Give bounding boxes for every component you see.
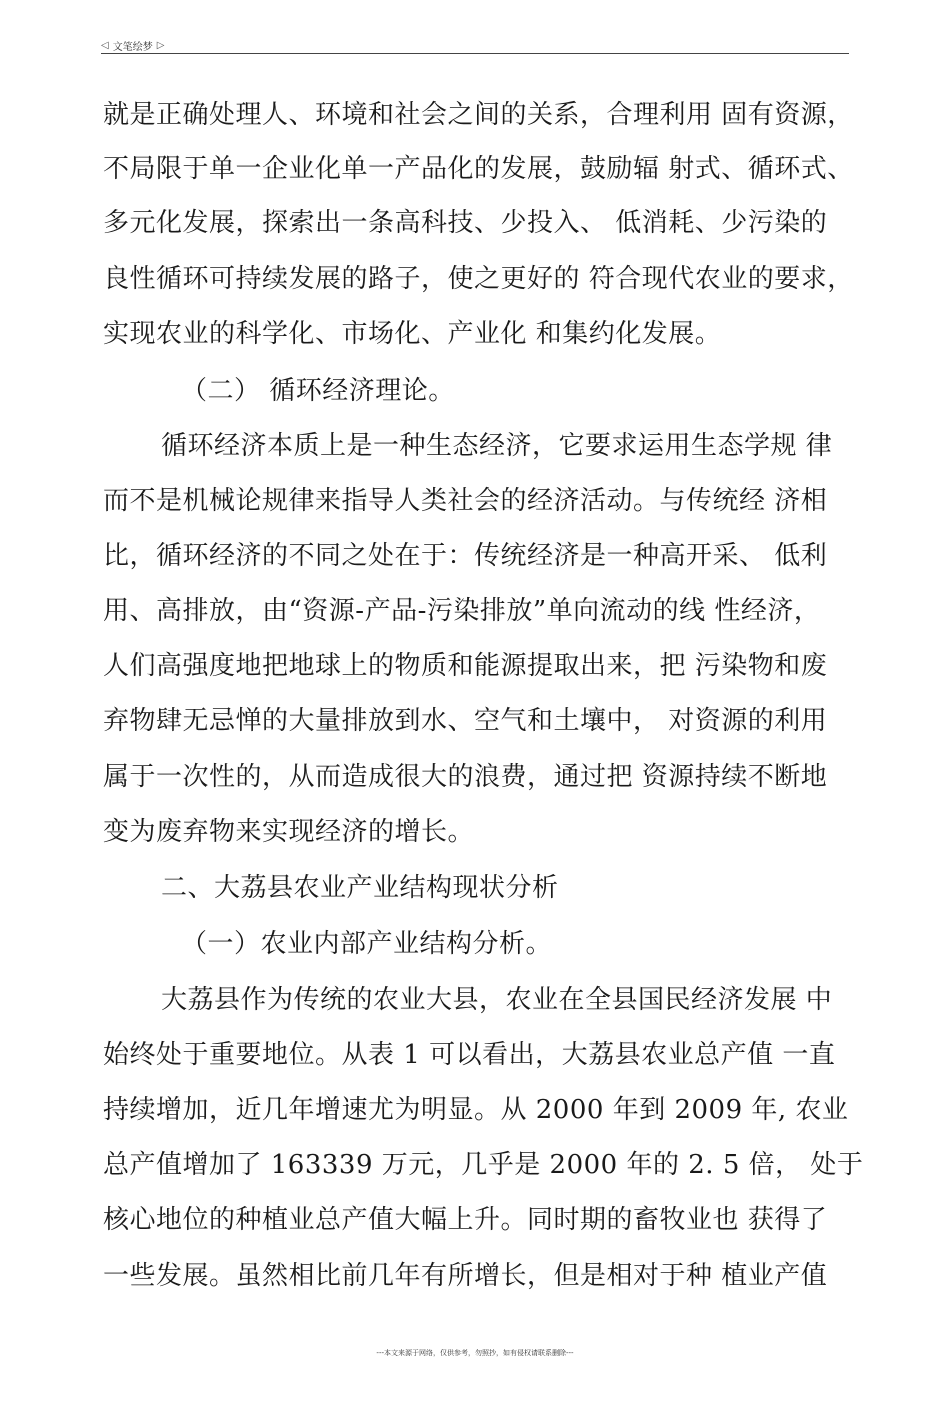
body-line: 良性循环可持续发展的路子，使之更好的 符合现代农业的要求， — [103, 264, 854, 294]
body-line: 变为废弃物来实现经济的增长。 — [103, 817, 475, 847]
page-footer: ---本文来源于网络，仅供参考，勿照抄，如有侵权请联系删除--- — [376, 1349, 574, 1357]
body-line: 属于一次性的，从而造成很大的浪费，通过把 资源持续不断地 — [103, 762, 828, 792]
body-line: 大荔县作为传统的农业大县，农业在全县国民经济发展 中 — [161, 985, 833, 1015]
body-line: 人们高强度地把地球上的物质和能源提取出来，把 污染物和废 — [103, 651, 828, 681]
body-line: 始终处于重要地位。从表 1 可以看出，大荔县农业总产值 一直 — [103, 1040, 836, 1070]
body-line: 循环经济本质上是一种生态经济，它要求运用生态学规 律 — [161, 431, 833, 461]
right-triangle-icon: ▷ — [156, 40, 165, 51]
page-header — [101, 38, 164, 53]
body-line: 总产值增加了 163339 万元，几乎是 2000 年的 2. 5 倍， 处于 — [103, 1150, 864, 1180]
body-line: 用、高排放，由“资源-产品-污染排放”单向流动的线 性经济， — [103, 596, 821, 626]
body-line: 就是正确处理人、环境和社会之间的关系，合理利用 固有资源， — [103, 100, 854, 130]
body-line: 实现农业的科学化、市场化、产业化 和集约化发展。 — [103, 319, 722, 349]
section-heading: （一）农业内部产业结构分析。 — [181, 929, 553, 959]
body-line: 弃物肆无忌惮的大量排放到水、空气和土壤中， 对资源的利用 — [103, 706, 828, 736]
header-title: 文笔绘梦 — [112, 42, 153, 53]
body-line: 多元化发展，探索出一条高科技、少投入、 低消耗、少污染的 — [103, 208, 828, 238]
body-line: 核心地位的种植业总产值大幅上升。同时期的畜牧业也 获得了 — [103, 1205, 828, 1235]
body-line: 持续增加，近几年增速尤为明显。从 2000 年到 2009 年, 农业 — [103, 1095, 849, 1125]
body-line: 不局限于单一企业化单一产品化的发展，鼓励辐 射式、循环式、 — [103, 154, 854, 184]
chapter-heading: 二、大荔县农业产业结构现状分析 — [161, 873, 559, 903]
header-divider — [101, 53, 849, 54]
body-line: 一些发展。虽然相比前几年有所增长，但是相对于种 植业产值 — [103, 1261, 828, 1291]
left-triangle-icon: ◁ — [101, 40, 109, 51]
body-line: 比，循环经济的不同之处在于：传统经济是一种高开采、 低利 — [103, 541, 828, 571]
section-heading: （二） 循环经济理论。 — [181, 376, 455, 406]
body-line: 而不是机械论规律来指导人类社会的经济活动。与传统经 济相 — [103, 486, 828, 516]
